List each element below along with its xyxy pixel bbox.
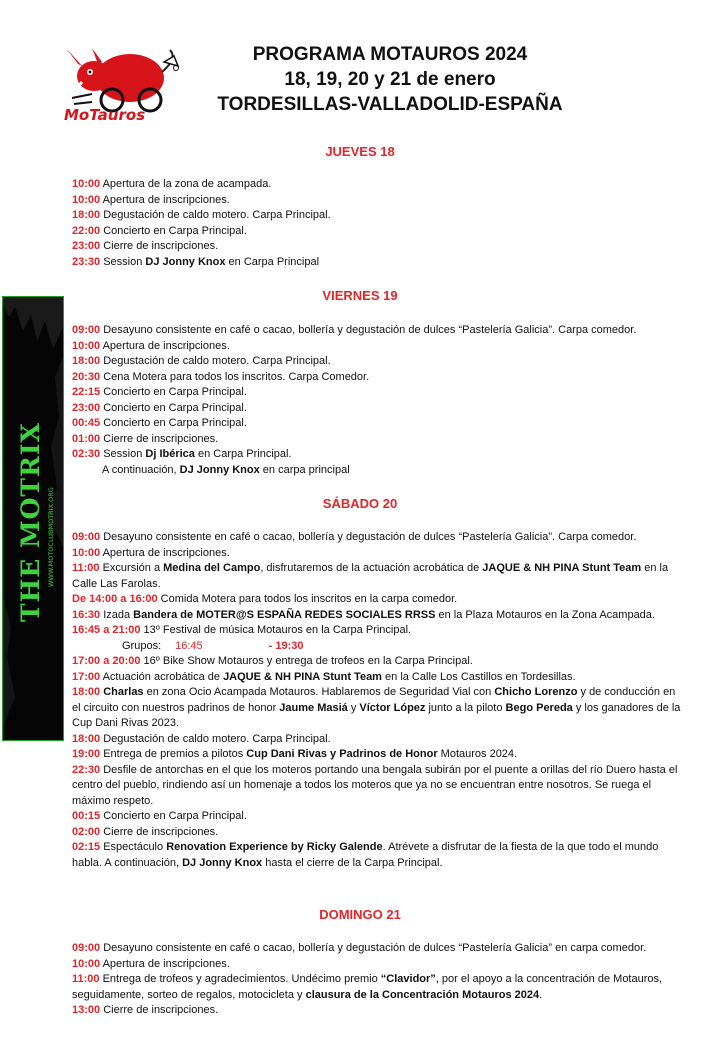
schedule-item <box>72 193 684 209</box>
desc: Apertura de inscripciones. <box>100 339 230 352</box>
desc: Concierto en Carpa Principal. <box>100 401 247 414</box>
grupos-time-2: - 19:30 <box>268 639 304 652</box>
desc: Entrega de trofeos y agradecimientos. Undécimo premio <box>99 973 381 985</box>
day-heading-viernes: VIERNES 19 <box>322 288 398 303</box>
time: 16:45 a 21:00 <box>72 624 141 636</box>
time: 02:15 <box>72 841 101 853</box>
desc: 13º Festival de música Motauros en la Carpa Principal. <box>140 624 412 636</box>
day-heading-jueves: JUEVES 18 <box>325 144 395 159</box>
desc: Degustación de caldo motero. Carpa Principal. <box>100 209 331 221</box>
desc: Cierre de inscripciones. <box>100 825 219 838</box>
schedule-item <box>72 339 684 355</box>
desc: Concierto en Carpa Principal. <box>100 224 247 237</box>
desc: A continuación, <box>102 463 180 476</box>
time: 10:00 <box>72 193 101 206</box>
schedule-item <box>72 670 684 686</box>
schedule-item <box>72 809 684 825</box>
desc: Cierre de inscripciones. <box>100 240 219 252</box>
desc: Degustación de caldo motero. Carpa Principal. <box>100 355 331 367</box>
desc-bold: “Clavidor” <box>380 973 436 985</box>
desc: hasta el cierre de la Carpa Principal. <box>262 856 443 869</box>
time: 13:00 <box>72 1004 101 1016</box>
time: 18:00 <box>72 686 101 698</box>
time: 02:30 <box>72 448 101 460</box>
time: 19:00 <box>72 748 101 760</box>
desc-bold: Bandera de MOTER@S ESPAÑA REDES SOCIALES RRSS <box>133 608 436 621</box>
time: 23:00 <box>72 240 101 252</box>
schedule-item <box>72 432 684 448</box>
banner-url: WWW.MOTOCLUBMOTRIX.ORG <box>47 487 55 587</box>
desc: en la Plaza Motauros en la Zona Acampada. <box>435 608 655 621</box>
desc-bold: DJ Jonny Knox <box>179 463 260 476</box>
program-header <box>205 42 575 117</box>
desc: y los ganadores de la Cup Dani Rivas 2023. <box>72 701 681 729</box>
desc: Cierre de inscripciones. <box>100 432 219 445</box>
schedule-item <box>72 1003 684 1019</box>
desc: Desayuno consistente en café o cacao, bollería y degustación de dulces “Pastelería Galicia” en carpa comedor. <box>100 942 647 954</box>
desc: en Carpa Principal. <box>194 448 292 460</box>
desc: Concierto en Carpa Principal. <box>100 386 247 398</box>
time: 17:00 a 20:00 <box>72 655 141 667</box>
time: 01:00 <box>72 432 101 445</box>
schedule-item <box>72 561 684 592</box>
schedule-item <box>72 592 684 608</box>
desc: en carpa principal <box>259 463 350 476</box>
desc: Desfile de antorchas en el que los moteros portando una bengala subirán por el puente a orillas del río Duero hasta el centro del pueblo, rindiendo así un homenaje a todos los moteros que ya no se encuentran entre nosotros. Se ruega el máximo respeto. <box>72 763 678 807</box>
desc: y <box>347 701 360 714</box>
logo-wordmark: MoTauros <box>64 106 146 124</box>
schedule-item <box>72 685 684 732</box>
desc: Excursión a <box>99 562 164 574</box>
time: 23:30 <box>72 255 101 268</box>
time: 00:45 <box>72 417 101 429</box>
schedule-item <box>72 763 684 810</box>
schedule-item <box>72 385 684 401</box>
schedule-jueves <box>72 177 684 270</box>
schedule-item <box>72 546 684 562</box>
time: 18:00 <box>72 355 101 367</box>
grupos-row <box>72 639 684 655</box>
schedule-item <box>72 401 684 417</box>
day-heading-sabado: SÁBADO 20 <box>322 496 398 511</box>
time: De 14:00 a 16:00 <box>72 593 158 605</box>
desc: , disfrutaremos de la actuación acrobática de <box>260 562 483 574</box>
time: 09:00 <box>72 531 101 543</box>
schedule-item <box>72 654 684 670</box>
grupos-label: Grupos: <box>122 639 162 652</box>
desc-bold: JAQUE & NH PINA Stunt Team <box>482 562 642 574</box>
desc: Desayuno consistente en café o cacao, bollería y degustación de dulces “Pastelería Galicia”. Carpa comedor. <box>100 324 637 336</box>
schedule-item <box>72 370 684 386</box>
desc: Session <box>100 255 146 268</box>
schedule-item <box>72 747 684 763</box>
desc: y de conducción en el circuito con nuestros padrinos de honor <box>72 686 676 714</box>
schedule-item <box>72 957 684 973</box>
schedule-item <box>72 239 684 255</box>
time: 10:00 <box>72 339 101 352</box>
desc-bold: DJ Jonny Knox <box>145 255 226 268</box>
schedule-item <box>72 323 684 339</box>
time: 10:00 <box>72 957 101 970</box>
grupos-time-1: 16:45 <box>175 639 203 652</box>
time: 22:15 <box>72 386 101 398</box>
time: 10:00 <box>72 546 101 559</box>
schedule-item <box>72 941 684 957</box>
time: 22:30 <box>72 763 101 776</box>
desc-bold: Dj Ibérica <box>145 448 195 460</box>
desc: Apertura de inscripciones. <box>100 546 230 559</box>
schedule-item <box>72 825 684 841</box>
motauros-logo <box>52 42 187 124</box>
schedule-item <box>72 416 684 432</box>
desc: Espectáculo <box>100 841 167 853</box>
desc: Degustación de caldo motero. Carpa Principal. <box>100 732 331 745</box>
desc-bold: DJ Jonny Knox <box>182 856 263 869</box>
desc-bold: Charlas <box>100 686 144 698</box>
desc: Comida Motera para todos los inscritos en la carpa comedor. <box>157 593 458 605</box>
time: 18:00 <box>72 209 101 221</box>
banner-title: THE MOTRIX <box>16 422 45 622</box>
time: 22:00 <box>72 224 101 237</box>
desc: Cierre de inscripciones. <box>100 1004 219 1016</box>
time: 11:00 <box>72 973 100 985</box>
desc: Apertura de la zona de acampada. <box>100 178 272 190</box>
desc-bold: JAQUE & NH PINA Stunt Team <box>223 670 382 683</box>
desc-bold: Medina del Campo <box>163 562 261 574</box>
program-dates: 18, 19, 20 y 21 de enero <box>284 69 496 90</box>
desc: en la Calle Las Farolas. <box>72 562 669 590</box>
desc: Desayuno consistente en café o cacao, bollería y degustación de dulces “Pastelería Galicia”. Carpa comedor. <box>100 531 637 543</box>
desc-bold: Renovation Experience by Ricky Galende <box>166 841 383 853</box>
time: 11:00 <box>72 562 100 574</box>
desc: . Atrévete a disfrutar de la fiesta de la que todo el mundo habla. A continuación, <box>72 841 659 869</box>
time: 02:00 <box>72 825 101 838</box>
desc: Motauros 2024. <box>437 748 518 760</box>
desc-bold: Bego Pereda <box>505 701 573 714</box>
time: 20:30 <box>72 370 101 383</box>
desc: Entrega de premios a pilotos <box>100 748 247 760</box>
schedule-domingo <box>72 941 684 1019</box>
desc: en zona Ocio Acampada Motauros. Hablaremos de Seguridad Vial con <box>143 686 495 698</box>
time: 17:00 <box>72 670 101 683</box>
schedule-item <box>72 972 684 1003</box>
schedule-sabado <box>72 530 684 871</box>
time: 18:00 <box>72 732 101 745</box>
time: 10:00 <box>72 178 101 190</box>
desc: 16º Bike Show Motauros y entrega de trofeos en la Carpa Principal. <box>140 655 473 667</box>
schedule-item <box>72 224 684 240</box>
desc-bold: Cup Dani Rivas y Padrinos de Honor <box>246 748 438 760</box>
time: 09:00 <box>72 324 101 336</box>
schedule-item <box>72 255 684 271</box>
program-title: PROGRAMA MOTAUROS 2024 <box>252 44 528 65</box>
schedule-item <box>72 623 684 639</box>
schedule-item <box>72 840 684 871</box>
schedule-item <box>72 530 684 546</box>
desc-bold: Chicho Lorenzo <box>494 686 578 698</box>
desc: Apertura de inscripciones. <box>100 957 230 970</box>
schedule-item <box>72 208 684 224</box>
desc: en la Calle Los Castillos en Tordesillas. <box>381 670 576 683</box>
desc: . <box>539 988 543 1001</box>
time: 16:30 <box>72 608 101 621</box>
desc: Concierto en Carpa Principal. <box>100 417 247 429</box>
desc: Izada <box>100 608 134 621</box>
desc: Actuación acrobática de <box>100 670 224 683</box>
desc: en Carpa Principal <box>225 255 320 268</box>
schedule-item <box>72 447 684 463</box>
desc: , por el apoyo a la concentración de Motauros, seguidamente, sorteo de regalos, motocicleta y <box>72 973 663 1001</box>
schedule-item <box>72 608 684 624</box>
schedule-item <box>72 732 684 748</box>
time: 00:15 <box>72 810 101 822</box>
desc-bold: clausura de la Concentración Motauros 2024 <box>305 988 540 1001</box>
time: 23:00 <box>72 401 101 414</box>
schedule-item <box>72 354 684 370</box>
desc: junto a la piloto <box>425 701 506 714</box>
desc: Apertura de inscripciones. <box>100 193 230 206</box>
desc: Cena Motera para todos los inscritos. Carpa Comedor. <box>100 370 370 383</box>
desc: Concierto en Carpa Principal. <box>100 810 247 822</box>
schedule-item <box>72 463 684 479</box>
desc-bold: Jaume Masiá <box>279 701 348 714</box>
motrix-banner <box>2 296 64 741</box>
desc: Session <box>100 448 146 460</box>
schedule-viernes <box>72 323 684 478</box>
day-heading-domingo: DOMINGO 21 <box>319 907 401 922</box>
time: 09:00 <box>72 942 101 954</box>
program-location: TORDESILLAS-VALLADOLID-ESPAÑA <box>217 94 563 115</box>
schedule-item <box>72 177 684 193</box>
desc-bold: Víctor López <box>359 701 426 714</box>
